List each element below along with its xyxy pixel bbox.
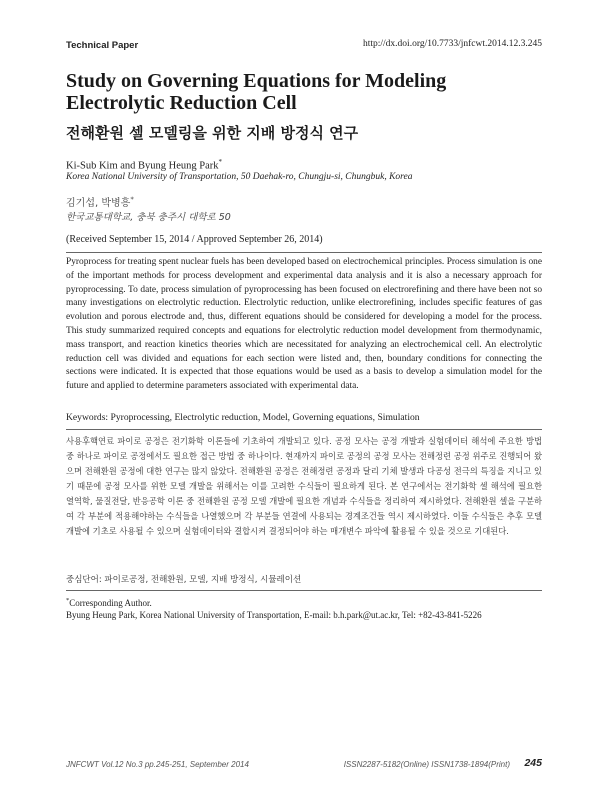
paper-title-korean: 전해환원 셀 모델링을 위한 지배 방정식 연구 [66, 124, 359, 142]
footnote-divider [66, 590, 542, 591]
corresponding-author-detail: Byung Heung Park, Korea National University of Transportation, E-mail: b.h.park@ut.ac.kr, Tel: +82-43-841-5226 [66, 610, 482, 620]
abstract-english: Pyroprocess for treating spent nuclear fuels has been developed based on electrochemical principles. Process simulation is one of the important methods for process development and experimental data analysis and it is also a necessary approach for pyroprocessing. To date, process simulation of pyroprocessing has been focused on electrorefining and there have been not so many investigations on electrolytic reduction. Electrolytic reduction, unlike electrorefining, includes specific features of gas evolution and porous electrode and, thus, different equations should be considered for developing a model for the process. This study summarized required concepts and equations for electrolytic reduction model development from thermodynamic, mass transport, and reaction kinetics theories which are necessitated for analyzing an electrochemical cell. An electrolytic reduction cell was divided and equations for each section were listed and, then, boundary conditions for connecting the sections were indicated. It is expected that those equations would be used as a basis to develop a simulation model for the future and applied to determine parameters associated with experimental data. [66, 257, 542, 392]
abstract-mid-divider [66, 429, 542, 430]
author-names: Ki-Sub Kim and Byung Heung Park [66, 160, 219, 172]
authors-english [66, 158, 222, 172]
affiliation-english: Korea National University of Transportation, 50 Daehak-ro, Chungju-si, Chungbuk, Korea [66, 172, 413, 182]
corresponding-label-text: Corresponding Author. [69, 598, 152, 608]
doi-link[interactable]: http://dx.doi.org/10.7733/jnfcwt.2014.12.3.245 [362, 39, 542, 49]
abstract-top-divider [66, 252, 542, 253]
affiliation-korean: 한국교통대학교, 충북 충주시 대학로 50 [66, 212, 231, 223]
section-label: Technical Paper [66, 40, 139, 51]
author-names-korean: 김기섭, 박병흥 [66, 198, 131, 209]
corresponding-author-label [66, 597, 152, 608]
corresponding-mark: * [218, 158, 223, 166]
footnote-mark: * [66, 597, 70, 604]
journal-citation: JNFCWT Vol.12 No.3 pp.245-251, September 2014 [66, 760, 249, 769]
keywords-korean: 중심단어: 파이로공정, 전해환원, 모델, 지배 방정식, 시뮬레이션 [66, 575, 302, 585]
authors-korean [66, 194, 134, 209]
corresponding-mark-korean: * [130, 195, 134, 204]
abstract-korean: 사용후핵연료 파이로 공정은 전기화학 이론들에 기초하여 개발되고 있다. 공정 모사는 공정 개발과 실험데이터 해석에 주요한 방법 중 하나로 파이로 공정에서도 필요한 접근 방법 중 하나이다. 현재까지 파이로 공정의 공정 모사는 전해정련 공정 위주로 진행되어 왔으며 전해환원 공정에 대한 연구는 많지 않았다. 전해환원 공정은 전해정련 공정과 달리 기체 발생과 다공성 전극의 특징을 지니고 있기 때문에 공정 모사를 위한 모델 개발을 위해서는 이를 고려한 수식들이 필요하게 된다. 본 연구에서는 전기화학 셀 해석에 필요한 열역학, 물질전달, 반응공학 이론 중 전해환원 공정 모델 개발에 필요한 개념과 수식들을 정리하여 제시하였다. 전해환원 셀을 구분하여 각 부분에 적용해야하는 수식들을 나열했으며 각 부분들 연결에 사용되는 경계조건들 역시 제시하였다. 이들 수식들은 추후 모델 개발에 기초로 사용될 수 있으며 실험데이터와 결합시켜 결정되어야 하는 매개변수 파악에 활용될 수 있을 것으로 기대된다. [66, 436, 542, 536]
keywords-english: Keywords: Pyroprocessing, Electrolytic reduction, Model, Governing equations, Simulation [66, 412, 420, 423]
paper-title-english: Study on Governing Equations for Modeling Electrolytic Reduction Cell [66, 70, 447, 114]
issn-info: ISSN2287-5182(Online) ISSN1738-1894(Print) [343, 760, 510, 769]
page-number: 245 [524, 757, 542, 769]
received-dates: (Received September 15, 2014 / Approved September 26, 2014) [66, 234, 323, 245]
